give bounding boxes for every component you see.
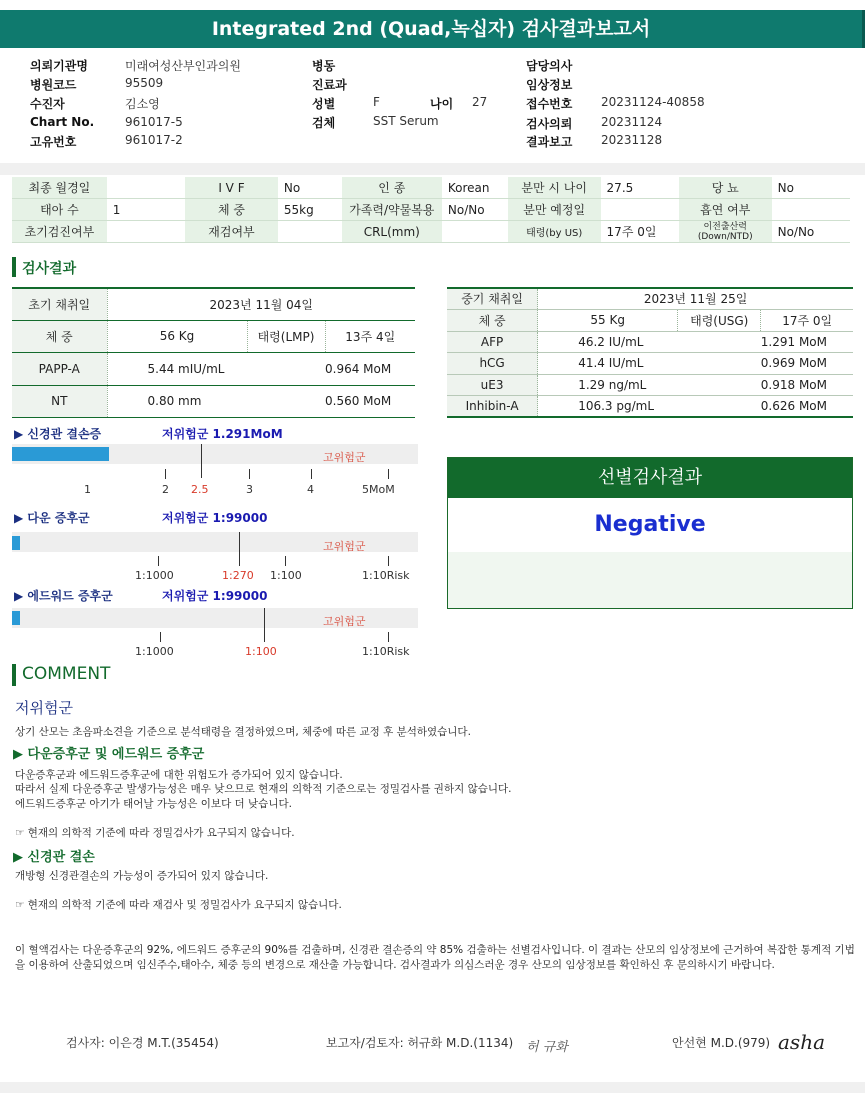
marker-name: Inhibin-A — [447, 395, 538, 417]
edwards-cutoff-label: 1:100 — [245, 645, 277, 658]
header-field-value: 김소영 — [125, 97, 160, 111]
info-value — [442, 221, 508, 243]
down-risk-label: ▶ 다운 증후군 — [14, 511, 90, 525]
table-row — [447, 331, 853, 352]
early-date: 2023년 11월 04일 — [107, 288, 415, 320]
tick-label: 2 — [162, 483, 169, 496]
axis-tick — [160, 632, 161, 642]
header-field-label: Chart No. — [30, 115, 95, 129]
info-label: 인 종 — [342, 177, 442, 199]
table-row — [447, 374, 853, 395]
mid-date-label: 중기 채취일 — [447, 288, 538, 309]
info-value: 17주 0일 — [601, 221, 679, 243]
header-field-label: 담당의사 — [526, 59, 573, 73]
header-field-label: 결과보고 — [526, 135, 573, 149]
marker-value: 5.44 mIU/mL — [107, 352, 325, 385]
screening-result: Negative — [448, 498, 852, 552]
header-field-value: 20231124-40858 — [601, 95, 705, 109]
marker-value: 1.29 ng/mL — [538, 374, 761, 395]
info-value: No/No — [442, 199, 508, 221]
tick-label: 1:1000 — [135, 645, 174, 658]
table-row — [447, 395, 853, 417]
comment-text: ☞ 현재의 의학적 기준에 따라 재검사 및 정밀검사가 요구되지 않습니다. — [15, 899, 342, 911]
axis-tick — [388, 632, 389, 642]
marker-mom: 0.918 MoM — [761, 374, 853, 395]
table-row — [447, 352, 853, 374]
early-test-table — [12, 287, 415, 418]
header-field-label: 병동 — [312, 59, 336, 73]
info-value: No/No — [772, 221, 850, 243]
comment-text: 개방형 신경관결손의 가능성이 증가되어 있지 않습니다. — [15, 870, 269, 882]
table-row — [12, 385, 415, 417]
info-label: 당 뇨 — [679, 177, 772, 199]
reporter-handwritten-sign: 허 규화 — [526, 1040, 568, 1055]
comment-text: 다운증후군과 에드워드증후군에 대한 위험도가 증가되어 있지 않습니다. — [15, 769, 343, 781]
marker-mom: 1.291 MoM — [761, 331, 853, 352]
info-label: 흡연 여부 — [679, 199, 772, 221]
ntd-cutoff-tick — [201, 444, 202, 478]
screening-footer — [448, 552, 852, 608]
mid-date: 2023년 11월 25일 — [538, 288, 853, 309]
marker-name: hCG — [447, 352, 538, 374]
axis-tick — [165, 469, 166, 479]
table-row — [12, 352, 415, 385]
tick-label: 1 — [84, 483, 91, 496]
comment-ntd-heading: ▶ 신경관 결손 — [13, 850, 95, 865]
header-field-label: 병원코드 — [30, 78, 77, 92]
edwards-risk-label: ▶ 에드워드 증후군 — [14, 589, 113, 603]
info-label: I V F — [185, 177, 278, 199]
header-field-value: 미래여성산부인과의원 — [125, 59, 241, 73]
header-field-value: 20231124 — [601, 115, 663, 129]
marker-mom: 0.626 MoM — [761, 395, 853, 417]
early-ga: 13주 4일 — [325, 320, 415, 352]
section-marker — [12, 257, 16, 277]
axis-tick — [249, 469, 250, 479]
info-label: 분만 시 나이 — [508, 177, 601, 199]
info-value: 1 — [107, 199, 185, 221]
marker-name: uE3 — [447, 374, 538, 395]
tick-label: 3 — [246, 483, 253, 496]
header-field-label: 수진자 — [30, 97, 65, 111]
results-title: 검사결과 — [22, 261, 77, 277]
down-high-risk-label: 고위험군 — [323, 540, 366, 553]
header-field-value: 95509 — [125, 76, 164, 90]
comment-marker — [12, 664, 16, 686]
info-value — [772, 199, 850, 221]
comment-risk-heading: 저위험군 — [15, 699, 73, 717]
header-field-label: 접수번호 — [526, 97, 573, 111]
info-value — [278, 221, 342, 243]
header-field-value: 961017-2 — [125, 133, 183, 147]
info-label: 가족력/약물복용 — [342, 199, 442, 221]
header-field-label: 임상정보 — [526, 78, 573, 92]
edwards-cutoff-tick — [264, 608, 265, 642]
tester-signature: 검사자: 이은경 M.T.(35454) — [66, 1036, 219, 1050]
info-label: 태아 수 — [12, 199, 107, 221]
header-field-label: 고유번호 — [30, 135, 77, 149]
header-field-label: 검사의뢰 — [526, 117, 573, 131]
early-weight-label: 체 중 — [12, 320, 107, 352]
tick-label: 1:1000 — [135, 569, 174, 582]
tick-label: 5MoM — [362, 483, 395, 496]
age-label: 나이 — [430, 97, 454, 111]
marker-mom: 0.969 MoM — [761, 352, 853, 374]
info-label: 초기검진여부 — [12, 221, 107, 243]
marker-value: 106.3 pg/mL — [538, 395, 761, 417]
marker-name: AFP — [447, 331, 538, 352]
mid-ga-label: 태령(USG) — [678, 309, 761, 331]
header-field-label: 성별 — [312, 97, 336, 111]
mid-test-table — [447, 287, 853, 418]
marker-mom: 0.560 MoM — [325, 385, 415, 417]
header-field-value: 961017-5 — [125, 115, 183, 129]
marker-name: NT — [12, 385, 107, 417]
early-ga-label: 태령(LMP) — [247, 320, 325, 352]
ntd-risk-result: 저위험군 1.291MoM — [162, 427, 283, 441]
mid-ga: 17주 0일 — [761, 309, 853, 331]
info-value: No — [278, 177, 342, 199]
down-cutoff-tick — [239, 532, 240, 566]
edwards-high-risk-label: 고위험군 — [323, 615, 366, 628]
header-field-value: 20231128 — [601, 133, 663, 147]
early-weight: 56 Kg — [107, 320, 247, 352]
ntd-high-risk-label: 고위험군 — [323, 451, 366, 464]
info-value: Korean — [442, 177, 508, 199]
header-field-label: 검체 — [312, 116, 336, 130]
info-value — [107, 177, 185, 199]
info-value — [107, 221, 185, 243]
screening-title: 선별검사결과 — [448, 458, 852, 498]
info-label: 태령(by US) — [508, 221, 601, 243]
info-label: 재검여부 — [185, 221, 278, 243]
reporter-signature: 보고자/검토자: 허규화 M.D.(1134) — [326, 1036, 514, 1050]
ntd-risk-bar — [12, 447, 109, 461]
info-label: 최종 월경일 — [12, 177, 107, 199]
axis-tick — [285, 556, 286, 566]
info-label: CRL(mm) — [342, 221, 442, 243]
info-value — [601, 199, 679, 221]
info-value: 55kg — [278, 199, 342, 221]
edwards-risk-bar — [12, 611, 20, 625]
down-cutoff-label: 1:270 — [222, 569, 254, 582]
header-field-label: 의뢰기관명 — [30, 59, 88, 73]
edwards-risk-result: 저위험군 1:99000 — [162, 589, 268, 603]
mid-weight: 55 Kg — [538, 309, 678, 331]
tick-label: 1:10Risk — [362, 569, 410, 582]
patient-info-table — [12, 176, 850, 243]
tick-label: 1:10Risk — [362, 645, 410, 658]
marker-value: 41.4 IU/mL — [538, 352, 761, 374]
comment-text: 에드워드증후군 아기가 태어날 가능성은 이보다 더 낮습니다. — [15, 798, 292, 810]
down-risk-result: 저위험군 1:99000 — [162, 511, 268, 525]
screening-result-box — [447, 457, 853, 609]
ntd-cutoff-label: 2.5 — [191, 483, 209, 496]
info-label: 체 중 — [185, 199, 278, 221]
axis-tick — [388, 469, 389, 479]
header-field-label: 진료과 — [312, 78, 347, 92]
tick-label: 1:100 — [270, 569, 302, 582]
comment-title: COMMENT — [22, 664, 111, 684]
report-header — [0, 52, 865, 164]
ntd-risk-label: ▶ 신경관 결손증 — [14, 427, 102, 441]
down-risk-bar — [12, 536, 20, 550]
director-handwritten-sign: asha — [778, 1030, 825, 1054]
comment-text: 따라서 실제 다운증후군 발생가능성은 매우 낮으므로 현재의 의학적 기준으로는 정밀검사를 권하지 않습니다. — [15, 783, 512, 795]
axis-tick — [311, 469, 312, 479]
director-signature: 안선현 M.D.(979) — [672, 1036, 771, 1050]
marker-value: 46.2 IU/mL — [538, 331, 761, 352]
marker-mom: 0.964 MoM — [325, 352, 415, 385]
mid-weight-label: 체 중 — [447, 309, 538, 331]
info-value: 27.5 — [601, 177, 679, 199]
early-date-label: 초기 채취일 — [12, 288, 107, 320]
comment-down-heading: ▶ 다운증후군 및 에드워드 증후군 — [13, 747, 205, 762]
header-field-value: SST Serum — [373, 114, 439, 128]
header-field-value: F — [373, 95, 380, 109]
comment-text: ☞ 현재의 의학적 기준에 따라 정밀검사가 요구되지 않습니다. — [15, 827, 295, 839]
axis-tick — [388, 556, 389, 566]
age-value: 27 — [472, 95, 488, 109]
axis-tick — [158, 556, 159, 566]
footnote: 이 혈액검사는 다운증후군의 92%, 에드워드 증후군의 90%를 검출하며, 신경관 결손증의 약 85% 검출하는 선별검사입니다. 이 결과는 산모의 임상정보에 근거하여 복잡한 통계적 기법을 이용하여 산출되었으며 임신주수,태아수, 체중 등의 변경으로 재산출 가능합니다. 검사결과가 의심스러운 경우 산모의 임상정보를 확인하신 후 문의하시기 바랍니다. — [15, 944, 855, 971]
marker-value: 0.80 mm — [107, 385, 325, 417]
bottom-strip — [0, 1082, 865, 1093]
info-label: 이전출산력 (Down/NTD) — [679, 221, 772, 243]
tick-label: 4 — [307, 483, 314, 496]
info-label: 분만 예정일 — [508, 199, 601, 221]
info-value: No — [772, 177, 850, 199]
comment-text: 상기 산모는 초음파소견을 기준으로 분석태령을 결정하였으며, 체중에 따른 교정 후 분석하였습니다. — [15, 726, 471, 738]
report-title: Integrated 2nd (Quad,녹십자) 검사결과보고서 — [0, 10, 865, 48]
marker-name: PAPP-A — [12, 352, 107, 385]
divider-strip — [0, 163, 865, 175]
